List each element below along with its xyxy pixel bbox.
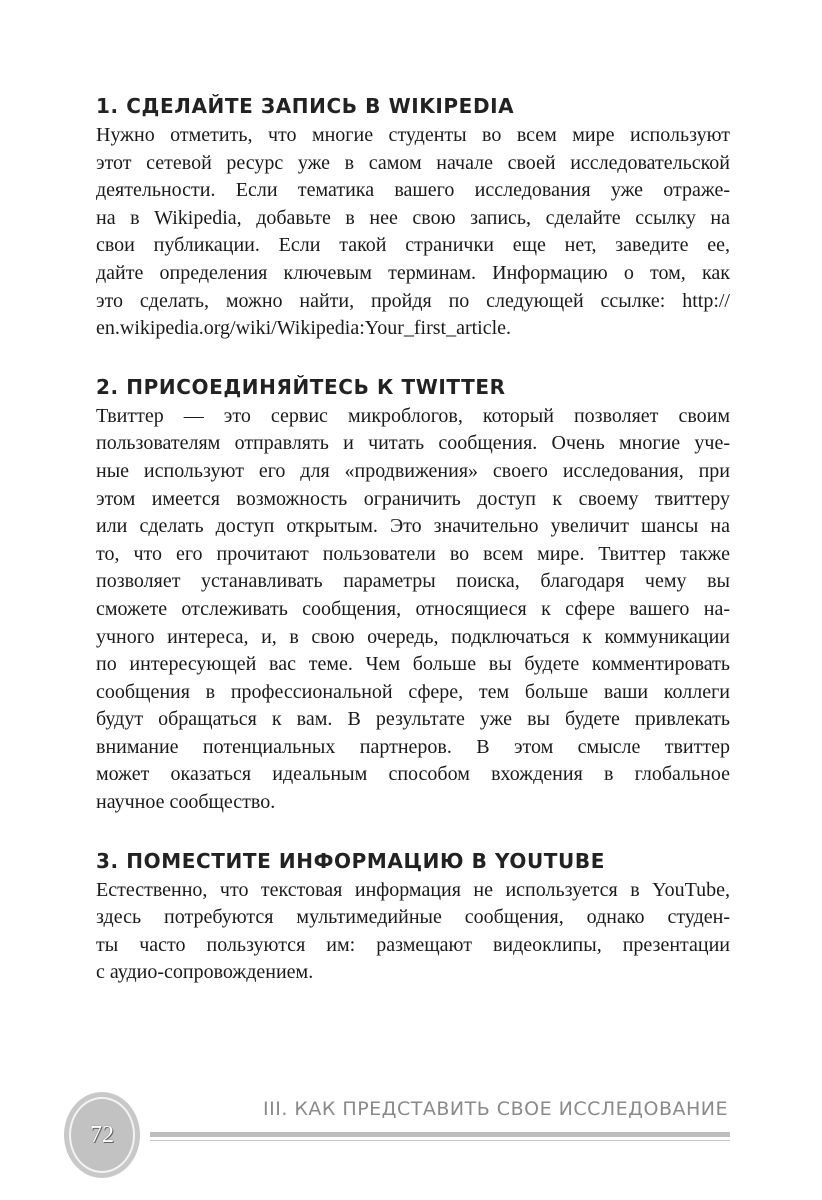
paragraph: [96, 877, 730, 987]
text-line: Естественно, что текстовая информация не используется в YouTube,: [96, 878, 730, 901]
text-line: свои публикации. Если такой странички еще нет, заведите ее,: [96, 234, 730, 257]
text-line: сообщения в профессиональной сфере, тем больше ваши коллеги: [96, 680, 730, 703]
text-line: пользователям отправлять и читать сообщения. Очень многие уче-: [96, 432, 730, 455]
section: [96, 373, 730, 817]
page-body: [96, 92, 730, 1017]
text-line: или сделать доступ открытым. Это значительно увеличит шансы на: [96, 515, 730, 538]
text-line: сможете отслеживать сообщения, относящиеся к сфере вашего на-: [96, 597, 730, 620]
text-line: будут обращаться к вам. В результате уже вы будете привлекать: [96, 708, 730, 731]
text-line: то, что его прочитают пользователи во всем мире. Твиттер также: [96, 542, 730, 565]
text-line: учного интереса, и, в свою очередь, подключаться к коммуникации: [96, 625, 730, 648]
section: [96, 92, 730, 343]
page-number-badge: [64, 1092, 140, 1178]
text-line: en.wikipedia.org/wiki/Wikipedia:Your_first_article.: [96, 317, 512, 340]
text-line: Нужно отметить, что многие студенты во всем мире используют: [96, 124, 730, 146]
text-line: на в Wikipedia, добавьте в нее свою запись, сделайте ссылку на: [96, 206, 730, 229]
paragraph: [96, 122, 730, 343]
section-heading: 3. ПОМЕСТИТЕ ИНФОРМАЦИЮ В YOUTUBE: [96, 848, 605, 873]
text-line: ные используют его для «продвижения» своего исследования, при: [96, 459, 730, 482]
section: [96, 847, 730, 987]
text-line: это сделать, можно найти, пройдя по следующей ссылке: http://: [96, 289, 730, 312]
text-line: здесь потребуются мультимедийные сообщения, однако студен-: [96, 906, 730, 929]
text-line: деятельности. Если тематика вашего исследования уже отраже-: [96, 179, 730, 202]
text-line: этом имеется возможность ограничить доступ к своему твиттеру: [96, 487, 730, 510]
text-line: позволяет устанавливать параметры поиска, благодаря чему вы: [96, 570, 730, 593]
section-heading: 1. СДЕЛАЙТЕ ЗАПИСЬ В WIKIPEDIA: [96, 94, 515, 118]
text-line: научное сообщество.: [96, 791, 276, 814]
text-line: может оказаться идеальным способом вхождения в глобальное: [96, 763, 730, 786]
section-heading: 2. ПРИСОЕДИНЯЙТЕСЬ К TWITTER: [96, 374, 506, 399]
running-footer-title: III. КАК ПРЕДСТАВИТЬ СВОЕ ИССЛЕДОВАНИЕ: [263, 1098, 728, 1120]
text-line: с аудио-сопровождением.: [96, 961, 314, 984]
footer-rule-thin: [150, 1140, 730, 1141]
text-line: дайте определения ключевым терминам. Информацию о том, как: [96, 261, 730, 284]
footer-rule: [150, 1132, 730, 1137]
text-line: внимание потенциальных партнеров. В этом смысле твиттер: [96, 735, 730, 758]
paragraph: [96, 403, 730, 817]
text-line: Твиттер — это сервис микроблогов, который позволяет своим: [96, 404, 730, 427]
page-number: 72: [69, 1097, 135, 1173]
text-line: ты часто пользуются им: размещают видеоклипы, презентации: [96, 933, 730, 956]
text-line: этот сетевой ресурс уже в самом начале своей исследовательской: [96, 151, 730, 174]
text-line: по интересующей вас теме. Чем больше вы будете комментировать: [96, 653, 730, 676]
